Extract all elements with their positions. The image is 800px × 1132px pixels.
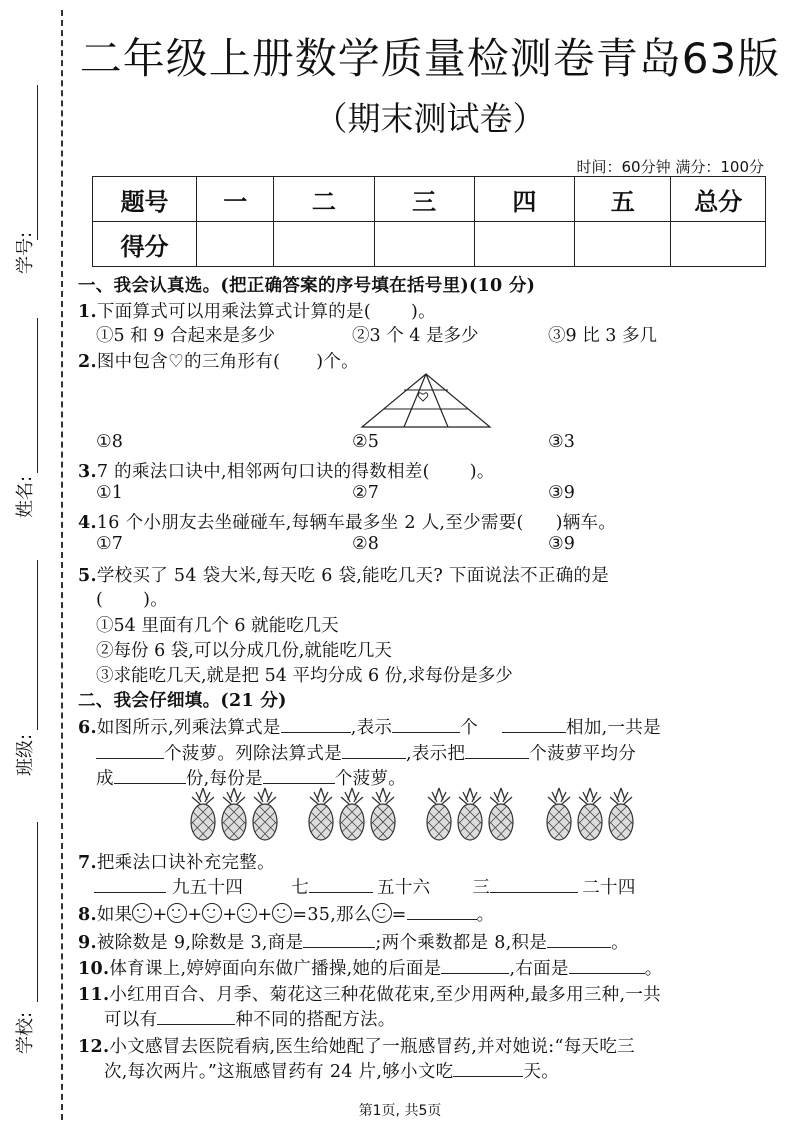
answer-blank[interactable]: [547, 933, 611, 948]
question-4: [78, 509, 616, 534]
smiley-icon: [237, 903, 257, 923]
plus-sign: +: [222, 905, 238, 925]
triangle-figure: [360, 372, 492, 430]
question-7: [78, 849, 275, 874]
question-5-answer: [96, 586, 168, 611]
question-2: [78, 348, 359, 373]
pineapple-icon: [250, 786, 280, 842]
pineapple-icon: [368, 786, 398, 842]
page-subtitle: （期末测试卷）: [314, 99, 546, 138]
question-6-line2: [96, 740, 636, 765]
answer-blank[interactable]: [465, 744, 529, 759]
question-text: 个菠萝平均分: [529, 744, 637, 764]
class-line: [37, 560, 38, 730]
question-8: [78, 901, 494, 926]
answer-blank[interactable]: [309, 878, 373, 893]
pineapple-icon: [188, 786, 218, 842]
cut-line: [61, 10, 63, 1120]
paren-close: )。: [143, 590, 169, 610]
question-text: 可以有: [104, 1010, 158, 1030]
option-2: ②5: [352, 432, 379, 452]
answer-blank[interactable]: [407, 905, 477, 920]
pineapple-icon: [219, 786, 249, 842]
question-10: [78, 955, 663, 980]
question-number: 12.: [78, 1037, 110, 1057]
question-text: 份,每份是: [185, 769, 263, 789]
question-12-line2: [104, 1058, 559, 1083]
plus-sign: +: [152, 905, 168, 925]
question-text: 次,每次两片。”这瓶感冒药有 24 片,够小文吃: [104, 1062, 454, 1082]
exam-meta: 时间：60分钟 满分：100分: [576, 158, 764, 176]
score-header-cell: 五: [575, 177, 671, 222]
question-text: 如果: [96, 905, 133, 925]
school-line: [37, 822, 38, 1002]
question-text: 。: [476, 905, 495, 925]
question-text: 图中包含♡的三角形有(: [96, 352, 281, 372]
question-11-line2: [104, 1006, 396, 1031]
name-line: [37, 318, 38, 473]
option-3: ③9: [548, 534, 575, 554]
option-2: ②每份 6 袋,可以分成几份,就能吃几天: [96, 641, 392, 661]
question-number: 5.: [78, 566, 97, 586]
smiley-icon: [202, 903, 222, 923]
question-number: 2.: [78, 352, 97, 372]
question-text: ;两个乘数都是 8,积是: [375, 933, 548, 953]
question-text: )。: [411, 302, 436, 322]
score-cell[interactable]: [274, 222, 374, 267]
score-header-cell: 三: [374, 177, 474, 222]
question-number: 11.: [78, 985, 110, 1005]
page-footer: 第1页, 共5页: [358, 1103, 442, 1119]
question-5: [78, 562, 609, 587]
name-label: 姓名:: [15, 475, 37, 519]
score-value-row: [93, 222, 766, 267]
option-1: ①5 和 9 合起来是多少: [96, 326, 275, 346]
page-title: 二年级上册数学质量检测卷青岛63版: [79, 34, 781, 83]
rhyme-text: 五十六: [377, 878, 431, 898]
question-text: 小红用百合、月季、菊花这三种花做花束,至少用两种,最多用三种,一共: [109, 985, 661, 1005]
option-1: ①1: [96, 483, 123, 503]
paren-open: (: [96, 590, 104, 610]
question-7-items: [94, 874, 636, 899]
question-text: 个菠萝。列除法算式是: [164, 744, 342, 764]
equals-sign: =: [391, 905, 407, 925]
option-1: ①54 里面有几个 6 就能吃几天: [96, 616, 339, 636]
smiley-icon: [132, 903, 152, 923]
answer-blank[interactable]: [303, 933, 375, 948]
question-text: )。: [469, 462, 495, 482]
question-text: ,表示: [350, 718, 393, 738]
question-text: 种不同的搭配方法。: [235, 1010, 396, 1030]
score-cell[interactable]: [474, 222, 574, 267]
question-number: 9.: [78, 933, 97, 953]
option-2: ②7: [352, 483, 379, 503]
question-text: ,右面是: [509, 959, 569, 979]
option-2: ②8: [352, 534, 379, 554]
question-number: 10.: [78, 959, 110, 979]
question-text: 天。: [523, 1062, 560, 1082]
section2-heading: 二、我会仔细填。(21 分): [78, 691, 287, 711]
answer-blank[interactable]: [281, 718, 351, 733]
rhyme-text: 七: [291, 878, 310, 898]
option-3: ③9 比 3 多几: [548, 326, 657, 346]
id-line: [37, 85, 38, 240]
class-label: 班级:: [15, 733, 37, 777]
school-label: 学校:: [15, 1011, 37, 1055]
smiley-icon: [372, 903, 392, 923]
pineapple-icon: [455, 786, 485, 842]
question-9: [78, 929, 629, 954]
answer-blank[interactable]: [157, 1010, 235, 1025]
answer-blank[interactable]: [96, 744, 164, 759]
question-number: 3.: [78, 462, 97, 482]
score-cell[interactable]: [197, 222, 274, 267]
option-1: ①7: [96, 534, 123, 554]
section1-heading: 一、我会认真选。(把正确答案的序号填在括号里)(10 分): [78, 276, 536, 296]
question-text: 16 个小朋友去坐碰碰车,每辆车最多坐 2 人,至少需要(: [96, 513, 524, 533]
score-row-label: 得分: [93, 222, 197, 267]
question-number: 8.: [78, 905, 97, 925]
answer-blank[interactable]: [441, 959, 509, 974]
question-12: [78, 1033, 635, 1058]
score-header-cell: 一: [197, 177, 274, 222]
answer-blank[interactable]: [114, 769, 186, 784]
question-1: [78, 298, 436, 323]
score-header-cell: 题号: [93, 177, 197, 222]
option-3: ③求能吃几天,就是把 54 平均分成 6 份,求每份是多少: [96, 666, 513, 686]
smiley-icon: [167, 903, 187, 923]
pineapple-icon: [544, 786, 574, 842]
answer-blank[interactable]: [392, 718, 460, 733]
pineapple-icon: [575, 786, 605, 842]
plus-sign: +: [187, 905, 203, 925]
question-text: 个菠萝。: [334, 769, 407, 789]
question-text: 。: [644, 959, 663, 979]
question-number: 4.: [78, 513, 97, 533]
student-id-label: 学号:: [15, 231, 37, 275]
answer-blank[interactable]: [453, 1062, 523, 1077]
question-text: 成: [96, 769, 114, 789]
question-text: ,表示把: [406, 744, 466, 764]
score-cell[interactable]: [374, 222, 474, 267]
question-text: 小文感冒去医院看病,医生给她配了一瓶感冒药,并对她说:“每天吃三: [109, 1037, 635, 1057]
rhyme-text: 二十四: [582, 878, 636, 898]
score-header-cell: 四: [474, 177, 574, 222]
smiley-icon: [272, 903, 292, 923]
answer-blank[interactable]: [569, 959, 645, 974]
question-text: 把乘法口诀补充完整。: [96, 853, 275, 873]
rhyme-text: 九五十四: [172, 878, 244, 898]
question-number: 7.: [78, 853, 97, 873]
option-3: ③3: [548, 432, 575, 452]
score-header-cell: 总分: [671, 177, 766, 222]
rhyme-text: 三: [472, 878, 491, 898]
pineapple-icon: [337, 786, 367, 842]
option-2: ②3 个 4 是多少: [352, 326, 479, 346]
question-text: 。: [611, 933, 629, 953]
question-text: 如图所示,列乘法算式是: [96, 718, 281, 738]
question-text: 下面算式可以用乘法算式计算的是(: [96, 302, 372, 322]
plus-sign: +: [257, 905, 273, 925]
question-11: [78, 981, 661, 1006]
option-3: ③9: [548, 483, 575, 503]
score-cell[interactable]: [671, 222, 766, 267]
question-3: [78, 458, 495, 483]
answer-blank[interactable]: [490, 878, 578, 893]
question-text: 被除数是 9,除数是 3,商是: [96, 933, 304, 953]
option-1: ①8: [96, 432, 123, 452]
question-text: 相加,一共是: [566, 718, 661, 738]
answer-blank[interactable]: [263, 769, 335, 784]
score-header-row: [93, 177, 766, 222]
score-cell[interactable]: [575, 222, 671, 267]
question-text: =35,那么: [292, 905, 372, 925]
score-table: [92, 176, 766, 267]
pineapple-icon: [606, 786, 636, 842]
question-text: )辆车。: [555, 513, 617, 533]
question-number: 6.: [78, 718, 97, 738]
question-6: [78, 714, 661, 739]
question-text: 学校买了 54 袋大米,每天吃 6 袋,能吃几天? 下面说法不正确的是: [96, 566, 610, 586]
question-text: 体育课上,婷婷面向东做广播操,她的后面是: [109, 959, 442, 979]
answer-blank[interactable]: [94, 878, 166, 893]
pineapple-icon: [424, 786, 454, 842]
answer-blank[interactable]: [342, 744, 406, 759]
score-header-cell: 二: [274, 177, 374, 222]
question-text: 7 的乘法口诀中,相邻两句口诀的得数相差(: [96, 462, 430, 482]
pineapple-icon: [306, 786, 336, 842]
question-number: 1.: [78, 302, 97, 322]
question-text: 个: [460, 718, 479, 738]
answer-blank[interactable]: [502, 718, 566, 733]
pineapple-icon: [486, 786, 516, 842]
question-text: )个。: [316, 352, 359, 372]
